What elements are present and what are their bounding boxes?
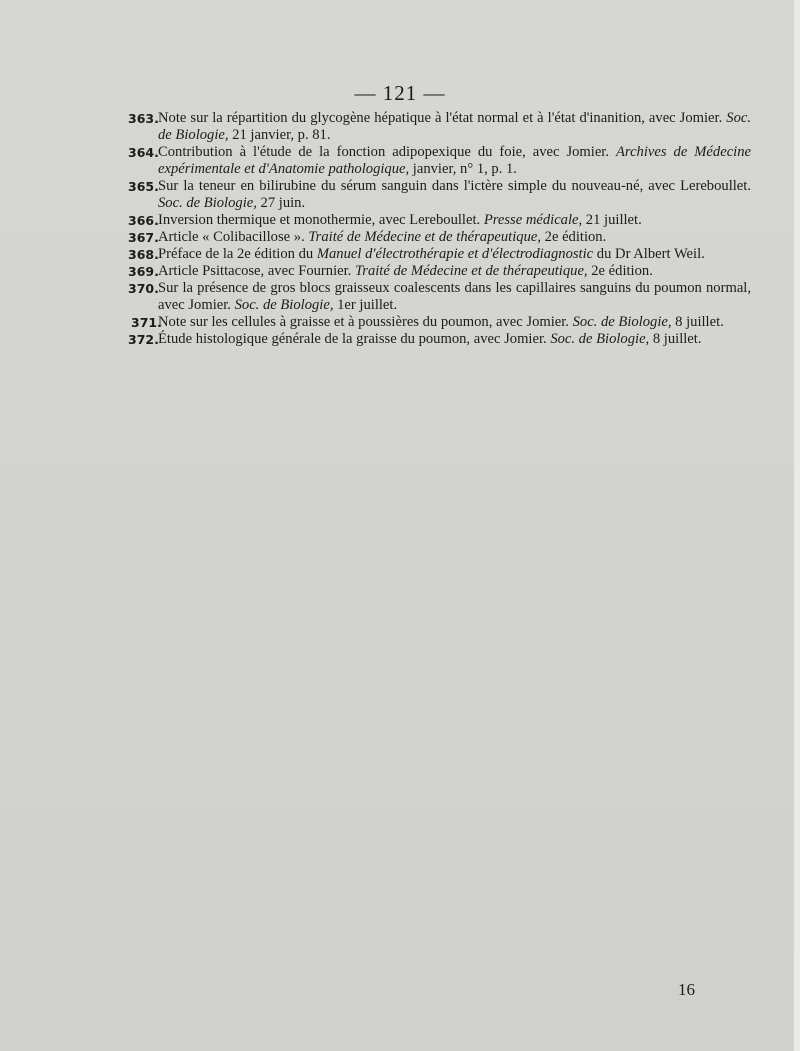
- entry-publication: Soc. de Biologie,: [158, 195, 257, 211]
- entry-text: janvier, n° 1, p. 1.: [409, 161, 517, 177]
- entry-number: 371.: [131, 315, 162, 330]
- entry-number: 363.: [128, 111, 159, 126]
- entry-number: 367.: [128, 230, 159, 245]
- bibliography-entry: [128, 212, 751, 229]
- entry-text: 2e édition.: [587, 263, 653, 279]
- entry-text: Sur la présence de gros blocs graisseux coalescents dans les capillaires sanguins du poumon normal, avec Jomier.: [158, 280, 751, 313]
- entry-text: Note sur la répartition du glycogène hépatique à l'état normal et à l'état d'inanition, avec Jomier.: [158, 110, 727, 126]
- bibliography-entry: [128, 280, 751, 314]
- bibliography-entry: [128, 144, 751, 178]
- entry-text: 1er juillet.: [333, 297, 398, 313]
- entry-publication: Soc. de Biologie,: [550, 331, 650, 347]
- entry-text: 21 juillet.: [582, 212, 642, 228]
- entry-text: 27 juin.: [256, 195, 306, 211]
- entry-text: Article « Colibacillose ».: [158, 229, 309, 245]
- entry-text: 2e édition.: [541, 229, 607, 245]
- entry-number: 365.: [128, 179, 159, 194]
- entry-text: Préface de la 2e édition du: [158, 246, 317, 262]
- entry-text: Étude histologique générale de la graisse du poumon, avec Jomier.: [158, 331, 551, 347]
- entry-text: Sur la teneur en bilirubine du sérum sanguin dans l'ictère simple du nouveau-né, avec Lereboullet.: [158, 178, 751, 194]
- entry-publication: Traité de Médecine et de thérapeutique,: [308, 229, 541, 245]
- folio-number: 16: [678, 980, 695, 999]
- entry-publication: Soc. de Biologie,: [158, 110, 751, 143]
- entry-text: Contribution à l'étude de la fonction adipopexique du foie, avec Jomier.: [158, 144, 617, 160]
- entry-text: 8 juillet.: [671, 314, 724, 330]
- entry-text: du Dr Albert Weil.: [593, 246, 705, 262]
- entry-publication: Soc. de Biologie,: [572, 314, 672, 330]
- entry-publication: Presse médicale,: [483, 212, 583, 228]
- bibliography-list: [128, 110, 751, 348]
- entry-publication: Archives de Médecine expérimentale et d'Anatomie pathologique,: [158, 144, 751, 177]
- entry-text: Inversion thermique et monothermie, avec Lereboullet.: [158, 212, 484, 228]
- entry-text: 8 juillet.: [649, 331, 702, 347]
- entry-publication: Traité de Médecine et de thérapeutique,: [354, 263, 588, 279]
- bibliography-entry: [128, 110, 751, 144]
- page-number: — 121 —: [354, 81, 446, 105]
- entry-text: 21 janvier, p. 81.: [228, 127, 331, 143]
- entry-text: Note sur les cellules à graisse et à poussières du poumon, avec Jomier.: [158, 314, 573, 330]
- bibliography-entry: [128, 229, 751, 246]
- bibliography-entry: [128, 246, 751, 263]
- entry-number: 369.: [128, 264, 159, 279]
- entry-publication: Manuel d'électrothérapie et d'électrodiagnostic: [316, 246, 594, 262]
- bibliography-entry: [128, 178, 751, 212]
- entry-publication: Soc. de Biologie,: [234, 297, 334, 313]
- bibliography-entry: [128, 263, 751, 280]
- entry-number: 372.: [128, 332, 159, 347]
- entry-number: 364.: [128, 145, 159, 160]
- entry-number: 366.: [128, 213, 159, 228]
- bibliography-entry: [128, 331, 751, 348]
- bibliography-entry: [128, 314, 751, 331]
- entry-number: 370.: [128, 281, 159, 296]
- entry-text: Article Psittacose, avec Fournier.: [158, 263, 355, 279]
- entry-number: 368.: [128, 247, 159, 262]
